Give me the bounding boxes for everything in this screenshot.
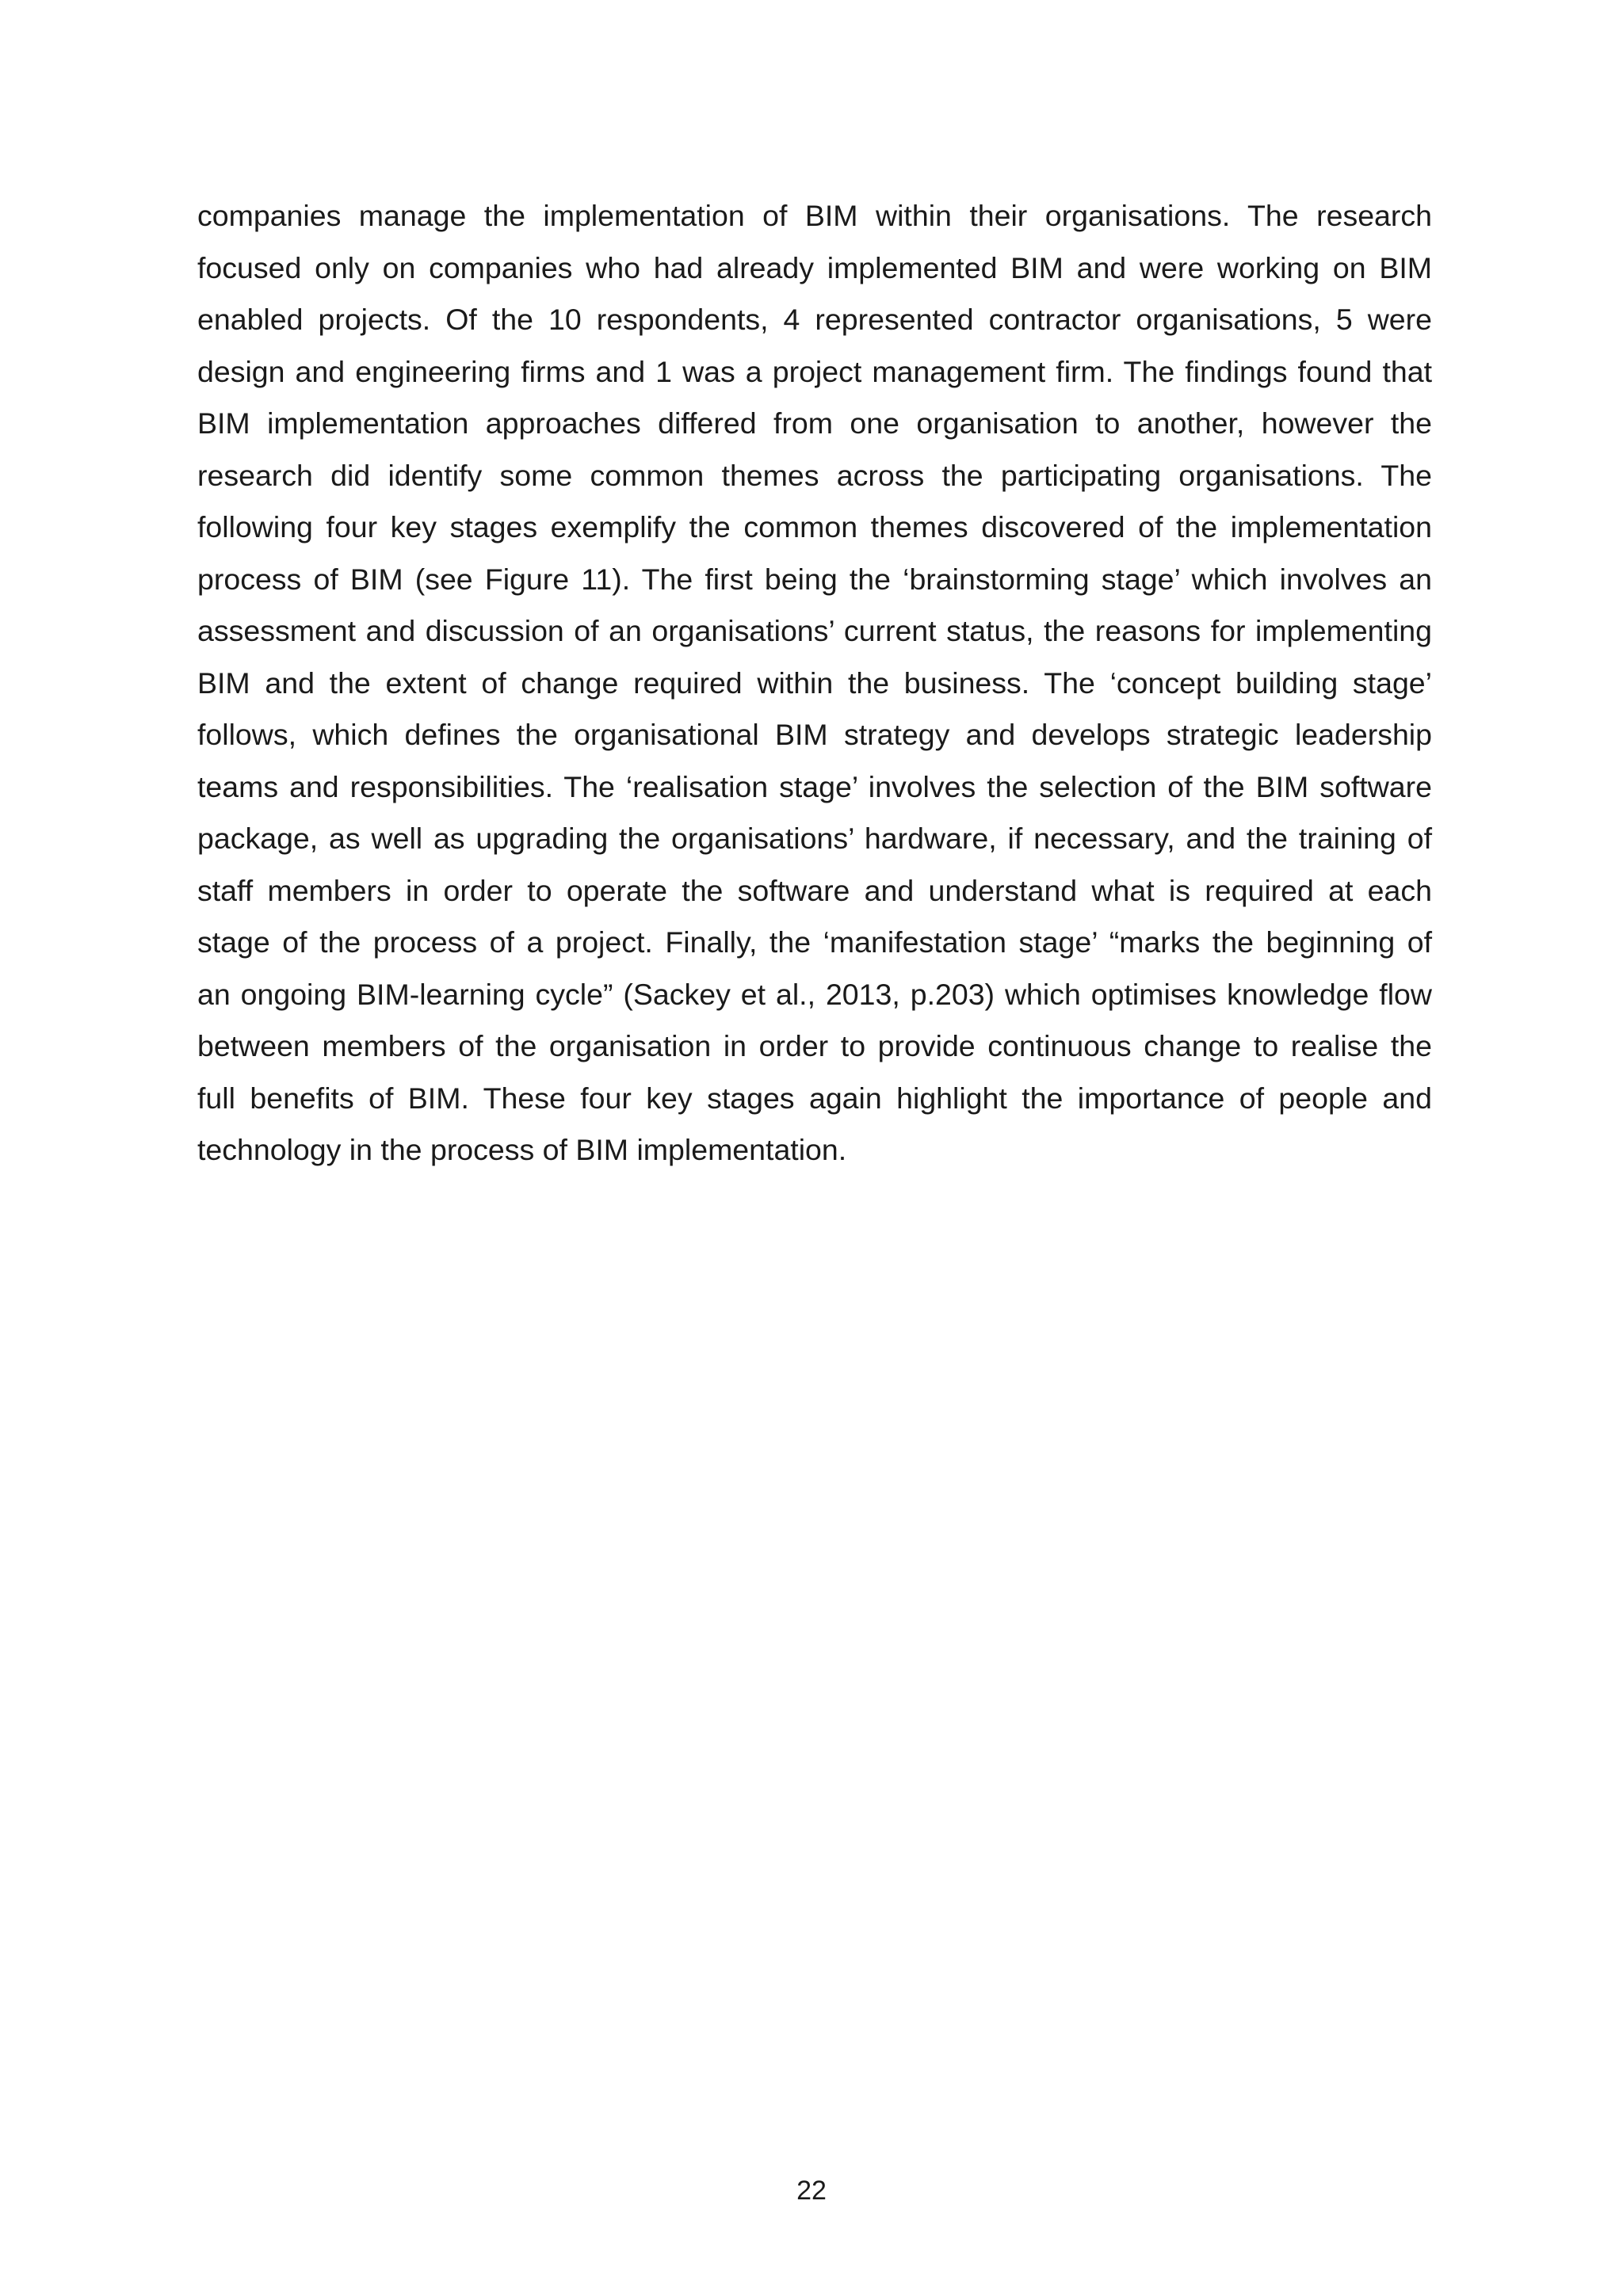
paragraph-line-19: technology in the process of BIM implementation. [197, 1133, 847, 1166]
paragraph-line-10: BIM and the extent of change required within the business. The ‘concept building stage’ [197, 666, 1432, 700]
page-number: 22 [796, 2176, 827, 2206]
paragraph-line-6: research did identify some common themes across the participating organisations. The [197, 458, 1432, 492]
paragraph-line-7: following four key stages exemplify the common themes discovered of the implementation [197, 510, 1432, 543]
paragraph-line-16: an ongoing BIM-learning cycle” (Sackey et al., 2013, p.203) which optimises knowledge flow [197, 977, 1432, 1011]
paragraph-line-15: stage of the process of a project. Finally, the ‘manifestation stage’ “marks the beginning of [197, 925, 1432, 959]
paragraph-line-14: staff members in order to operate the software and understand what is required at each [197, 873, 1432, 907]
paragraph-line-8: process of BIM (see Figure 11). The first being the ‘brainstorming stage’ which involves an [197, 562, 1432, 596]
paragraph-line-17: between members of the organisation in order to provide continuous change to realise the [197, 1029, 1432, 1062]
paragraph-line-5: BIM implementation approaches differed from one organisation to another, however the [197, 406, 1432, 440]
paragraph-line-9: assessment and discussion of an organisations’ current status, the reasons for implementing [197, 614, 1432, 647]
body-paragraph [197, 190, 1432, 1177]
paragraph-line-18: full benefits of BIM. These four key stages again highlight the importance of people and [197, 1081, 1432, 1115]
paragraph-line-13: package, as well as upgrading the organisations’ hardware, if necessary, and the training of [197, 822, 1432, 855]
paragraph-line-3: enabled projects. Of the 10 respondents, 4 represented contractor organisations, 5 were [197, 303, 1432, 336]
paragraph-line-12: teams and responsibilities. The ‘realisation stage’ involves the selection of the BIM software [197, 769, 1432, 803]
paragraph-line-2: focused only on companies who had already implemented BIM and were working on BIM [197, 250, 1432, 284]
paragraph-line-1: companies manage the implementation of BIM within their organisations. The research [197, 199, 1432, 232]
paragraph-line-11: follows, which defines the organisational BIM strategy and develops strategic leadership [197, 718, 1432, 751]
paragraph-line-4: design and engineering firms and 1 was a project management firm. The findings found that [197, 354, 1432, 388]
